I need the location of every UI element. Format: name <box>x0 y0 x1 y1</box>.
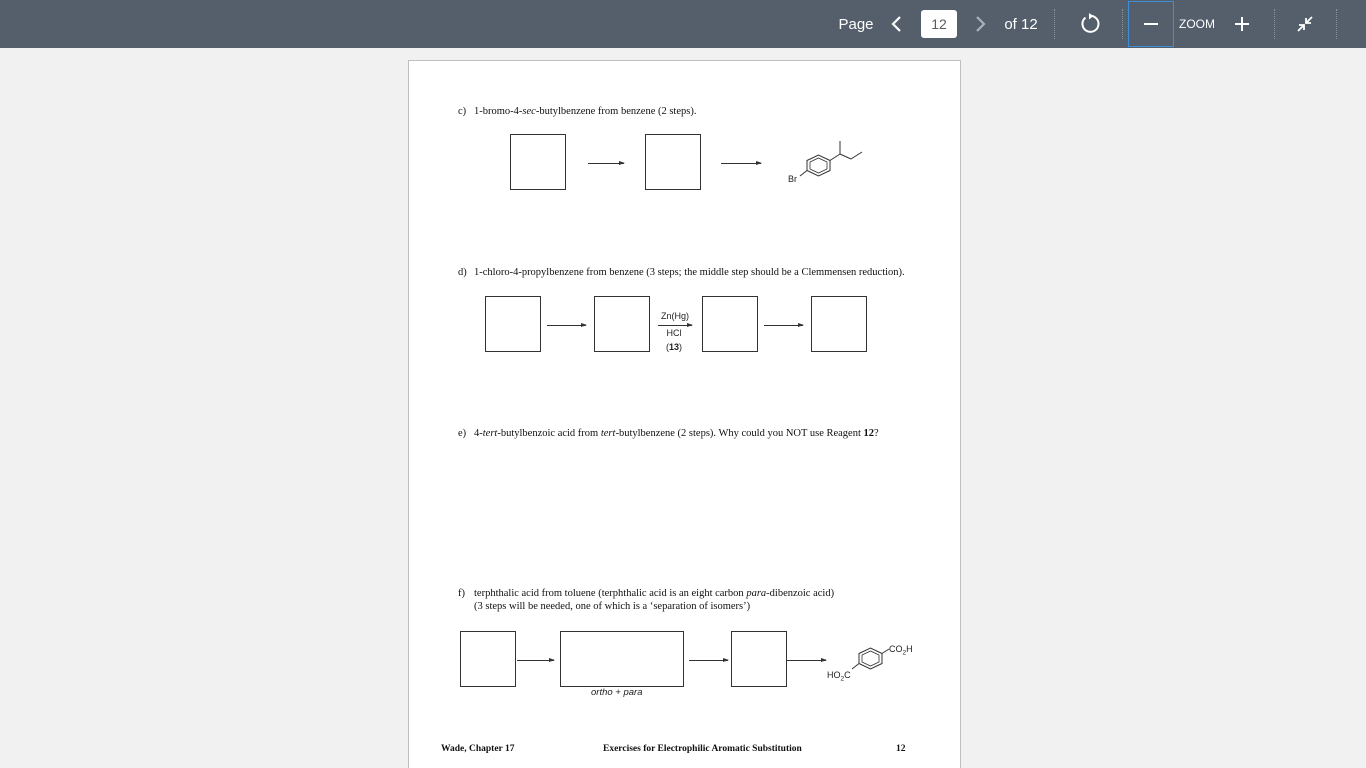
isomer-note: ortho + para <box>591 687 643 698</box>
bromo-label: Br <box>788 174 797 184</box>
footer-left: Wade, Chapter 17 <box>441 744 515 754</box>
page-number-input[interactable] <box>921 10 957 38</box>
previous-page-button[interactable] <box>882 0 912 48</box>
terephthalic-acid-structure <box>825 637 921 687</box>
document-page <box>408 60 961 768</box>
reaction-arrow <box>764 325 803 326</box>
chevron-right-icon <box>973 14 987 34</box>
plus-icon <box>1234 16 1250 32</box>
collapse-icon <box>1296 15 1314 33</box>
zoom-out-button[interactable] <box>1128 1 1174 47</box>
question-e: e) 4-tert-butylbenzoic acid from tert-butylbenzene (2 steps). Why could you NOT use Reagent 12? <box>458 428 879 439</box>
toolbar-divider <box>1336 9 1337 39</box>
bromo-sec-butylbenzene-structure <box>783 137 865 187</box>
reaction-arrow <box>689 660 728 661</box>
viewer-toolbar <box>0 0 1366 48</box>
reagent-zn-hg: Zn(Hg) <box>660 311 689 321</box>
answer-box <box>510 134 566 190</box>
answer-box <box>645 134 701 190</box>
question-d: d) 1-chloro-4-propylbenzene from benzene (3 steps; the middle step should be a Clemmensen reduction). <box>458 267 905 278</box>
page-label: Page <box>838 15 874 33</box>
rotate-icon <box>1078 13 1100 35</box>
footer-center: Exercises for Electrophilic Aromatic Substitution <box>603 744 802 754</box>
answer-box-wide <box>560 631 684 687</box>
reset-button[interactable] <box>1072 0 1106 48</box>
footer-page-number: 12 <box>896 744 906 754</box>
toolbar-divider <box>1122 9 1123 39</box>
next-page-button[interactable] <box>965 0 995 48</box>
zoom-in-button[interactable] <box>1226 0 1258 48</box>
question-f-line-2: (3 steps will be needed, one of which is a ‘separation of isomers’) <box>474 601 751 612</box>
minus-icon <box>1143 16 1159 32</box>
answer-box <box>460 631 516 687</box>
carboxyl-label-right: $CO_2H$ <box>889 644 913 657</box>
reaction-arrow <box>517 660 554 661</box>
question-c: c) 1-bromo-4-sec-butylbenzene from benzene (2 steps). <box>458 106 697 117</box>
reaction-arrow <box>658 325 692 326</box>
reaction-arrow <box>547 325 586 326</box>
reagent-hcl: HCl <box>666 328 682 338</box>
reaction-arrow <box>721 163 761 164</box>
question-f: f) terphthalic acid from toluene (terphthalic acid is an eight carbon para-dibenzoic acid) <box>458 588 835 599</box>
answer-box <box>731 631 787 687</box>
toolbar-divider <box>1274 9 1275 39</box>
answer-box <box>702 296 758 352</box>
page-count-label: of 12 <box>1004 15 1038 33</box>
chevron-left-icon <box>890 14 904 34</box>
reaction-arrow <box>588 163 624 164</box>
reagent-number: (13) <box>665 342 682 352</box>
reaction-arrow <box>787 660 826 661</box>
answer-box <box>485 296 541 352</box>
carboxyl-label-left: $HO_2C$ <box>827 670 851 683</box>
answer-box <box>811 296 867 352</box>
answer-box <box>594 296 650 352</box>
toolbar-divider <box>1054 9 1055 39</box>
collapse-button[interactable] <box>1290 0 1320 48</box>
zoom-label: ZOOM <box>1179 17 1215 31</box>
